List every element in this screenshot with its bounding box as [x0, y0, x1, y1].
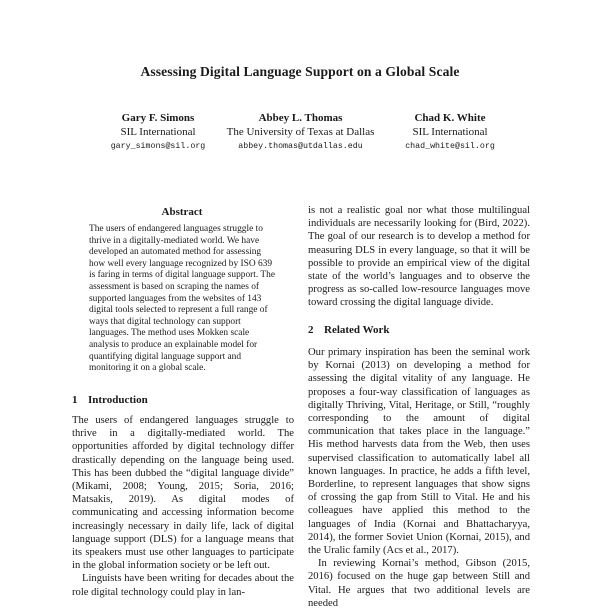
- related-work-body: [308, 346, 530, 610]
- paragraph: Our primary inspiration has been the seminal work by Kornai (2013) on developing a method for assessing the digital vitality of any language. He proposes a four-way classification of languages as digitally Thriving, Vital, Heritage, or Still, “roughly corresponding to the amount of digital communication that takes place in the language.” His method harvests data from the Web, then uses supervised classification to automatically label all known languages. In practice, he adds a fifth level, Borderline, to represent languages that show signs of crossing the gap from Still to Vital. He and his colleagues have applied this method to the languages of India (Kornai and Bhattacharyya, 2014), the former Soviet Union (Kornai, 2015), and the Uralic family (Acs et al., 2017).: [308, 347, 530, 557]
- author-affiliation: SIL International: [412, 126, 488, 138]
- section-title: Introduction: [88, 394, 148, 406]
- paragraph: In reviewing Kornai’s method, Gibson (2015, 2016) focused on the huge gap between Still and Vital. He argues that two additional levels are needed: [308, 558, 530, 609]
- paper-title: Assessing Digital Language Support on a Global Scale: [140, 64, 460, 79]
- introduction-body: [72, 414, 294, 599]
- author-block: [380, 111, 520, 154]
- author-block: [213, 111, 388, 154]
- section-heading-introduction: [72, 394, 148, 406]
- author-block: [88, 111, 228, 154]
- author-affiliation: SIL International: [120, 126, 196, 138]
- author-name: Gary F. Simons: [121, 112, 195, 124]
- abstract-heading: Abstract: [161, 206, 203, 218]
- author-email: abbey.thomas@utdallas.edu: [238, 142, 363, 151]
- section-number: 2: [308, 324, 314, 336]
- author-name: Chad K. White: [414, 112, 486, 124]
- author-email: gary_simons@sil.org: [110, 142, 206, 151]
- author-email: chad_white@sil.org: [405, 142, 495, 151]
- author-affiliation: The University of Texas at Dallas: [226, 126, 375, 138]
- section-number: 1: [72, 394, 78, 406]
- right-column-lead: [308, 204, 530, 310]
- section-heading-related-work: [308, 324, 390, 336]
- paragraph: The users of endangered languages struggle to thrive in a digitally-mediated world. The opportunities afforded by digital technology differ drastically depending on the language being used. This has been dubbed the “digital language divide” (Mikami, 2008; Young, 2015; Soria, 2016; Matsakis, 2019). As digital modes of communicating and accessing information become increasingly necessary in daily life, lack of digital language support (DLS) for a language means that its speakers must use other languages to participate in the global information society or be left out.: [72, 415, 294, 572]
- paragraph: Linguists have been writing for decades about the role digital technology could play in lan-: [72, 573, 294, 598]
- abstract-text: The users of endangered languages struggle to thrive in a digitally-mediated world. We have developed an automated method for assessing how well every language recognized by ISO 639 is faring in terms of digital language support. The assessment is based on scraping the names of supported languages from the websites of 143 digital tools selected to represent a full range of ways that digital technology can support languages. The method uses Mokken scale analysis to produce an explainable model for quantifying digital language support and monitoring it on a global scale.: [89, 224, 275, 374]
- paragraph: is not a realistic goal nor what those multilingual individuals are necessarily looking for (Bird, 2022). The goal of our research is to develop a method for measuring DLS in every language, so that it will be possible to provide an empirical view of the digital state of the world’s languages and to observe the progress as so-called low-resource languages move toward crossing the digital language divide.: [308, 205, 530, 309]
- section-title: Related Work: [324, 324, 390, 336]
- author-name: Abbey L. Thomas: [258, 112, 343, 124]
